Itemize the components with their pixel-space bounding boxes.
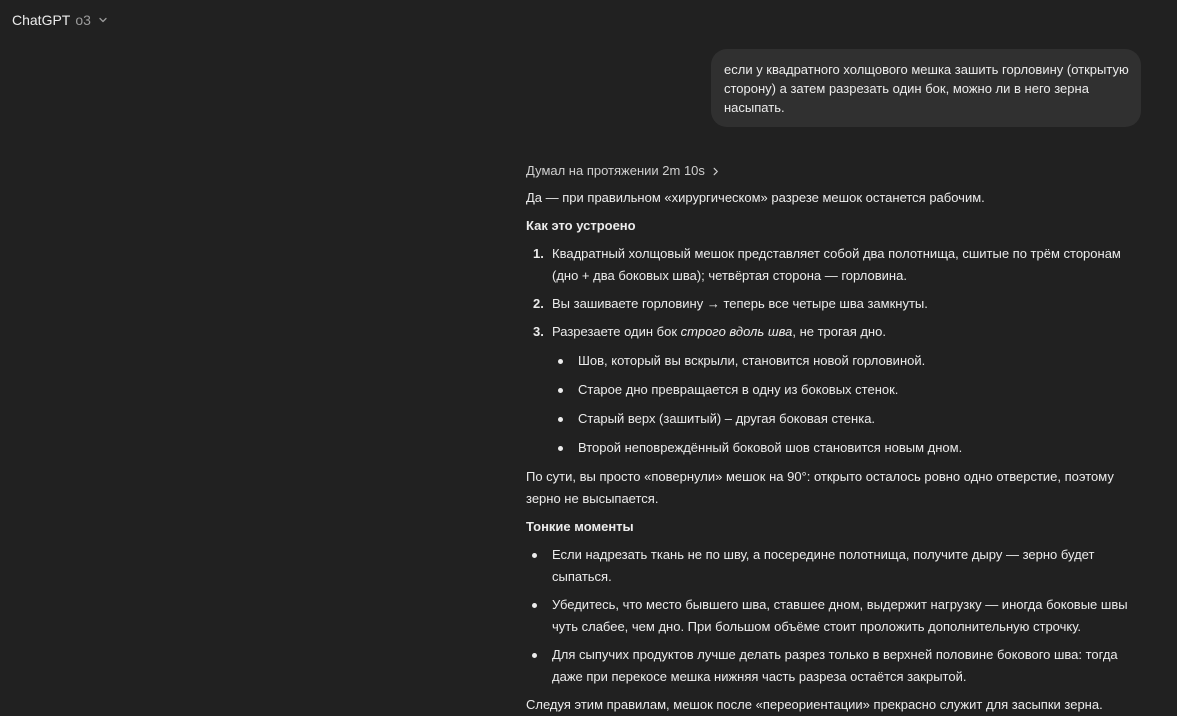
model-name: o3 (75, 12, 91, 28)
list-item-text: Квадратный холщовый мешок представляет собой два полотнища, сшитые по трём сторонам (дно + два боковых шва); четвёртая сторона — горловина. (552, 246, 1121, 283)
steps-list (526, 243, 1144, 459)
notes-list (526, 544, 1144, 688)
app-title: ChatGPT (12, 12, 71, 28)
assistant-message (526, 160, 1144, 716)
list-item (526, 243, 1144, 287)
list-item-text (552, 324, 886, 339)
thought-toggle[interactable] (526, 160, 1144, 182)
list-item: Если надрезать ткань не по шву, а посередине полотнища, получите дыру — зерно будет сыпаться. (526, 544, 1144, 588)
list-number: 2. (533, 296, 544, 311)
model-selector[interactable] (12, 10, 108, 30)
sub-list-item: Старое дно превращается в одну из боковых стенок. (526, 379, 1144, 401)
sub-list (552, 350, 1144, 459)
sub-list-item: Старый верх (зашитый) – другая боковая стенка. (526, 408, 1144, 430)
list-item (526, 321, 1144, 459)
chevron-down-icon[interactable] (98, 15, 108, 25)
thought-label: Думал на протяжении 2m 10s (526, 163, 705, 178)
list-number: 1. (533, 246, 544, 261)
list-item-text: Вы зашиваете горловину → теперь все четыре шва замкнуты. (552, 296, 928, 311)
text-part: Разрезаете один бок (552, 324, 681, 339)
intro-paragraph: Да — при правильном «хирургическом» разрезе мешок останется рабочим. (526, 190, 985, 205)
sub-list-item: Второй неповреждённый боковой шов становится новым дном. (526, 437, 1144, 459)
text-part: , не трогая дно. (792, 324, 886, 339)
summary-paragraph: По сути, вы просто «повернули» мешок на 90°: открыто осталось ровно одно отверстие, поэтому зерно не высыпается. (526, 469, 1114, 506)
section-heading: Тонкие моменты (526, 519, 634, 534)
list-item: Для сыпучих продуктов лучше делать разрез только в верхней половине бокового шва: тогда даже при перекосе мешка нижняя часть разреза остаётся закрытой. (526, 644, 1144, 688)
list-item (526, 293, 1144, 315)
list-item: Убедитесь, что место бывшего шва, ставшее дном, выдержит нагрузку — иногда боковые швы чуть слабее, чем дно. При большом объёме стоит проложить дополнительную строчку. (526, 594, 1144, 638)
user-message-text: если у квадратного холщового мешка зашить горловину (открытую сторону) а затем разрезать один бок, можно ли в него зерна насыпать. (724, 62, 1129, 115)
user-message-bubble (711, 49, 1141, 127)
list-number: 3. (533, 324, 544, 339)
chevron-right-icon (711, 167, 720, 176)
sub-list-item: Шов, который вы вскрыли, становится новой горловиной. (526, 350, 1144, 372)
section-heading: Как это устроено (526, 218, 636, 233)
emphasis-text: строго вдоль шва (680, 324, 793, 339)
conclusion-paragraph: Следуя этим правилам, мешок после «переориентации» прекрасно служит для засыпки зерна. (526, 697, 1103, 712)
